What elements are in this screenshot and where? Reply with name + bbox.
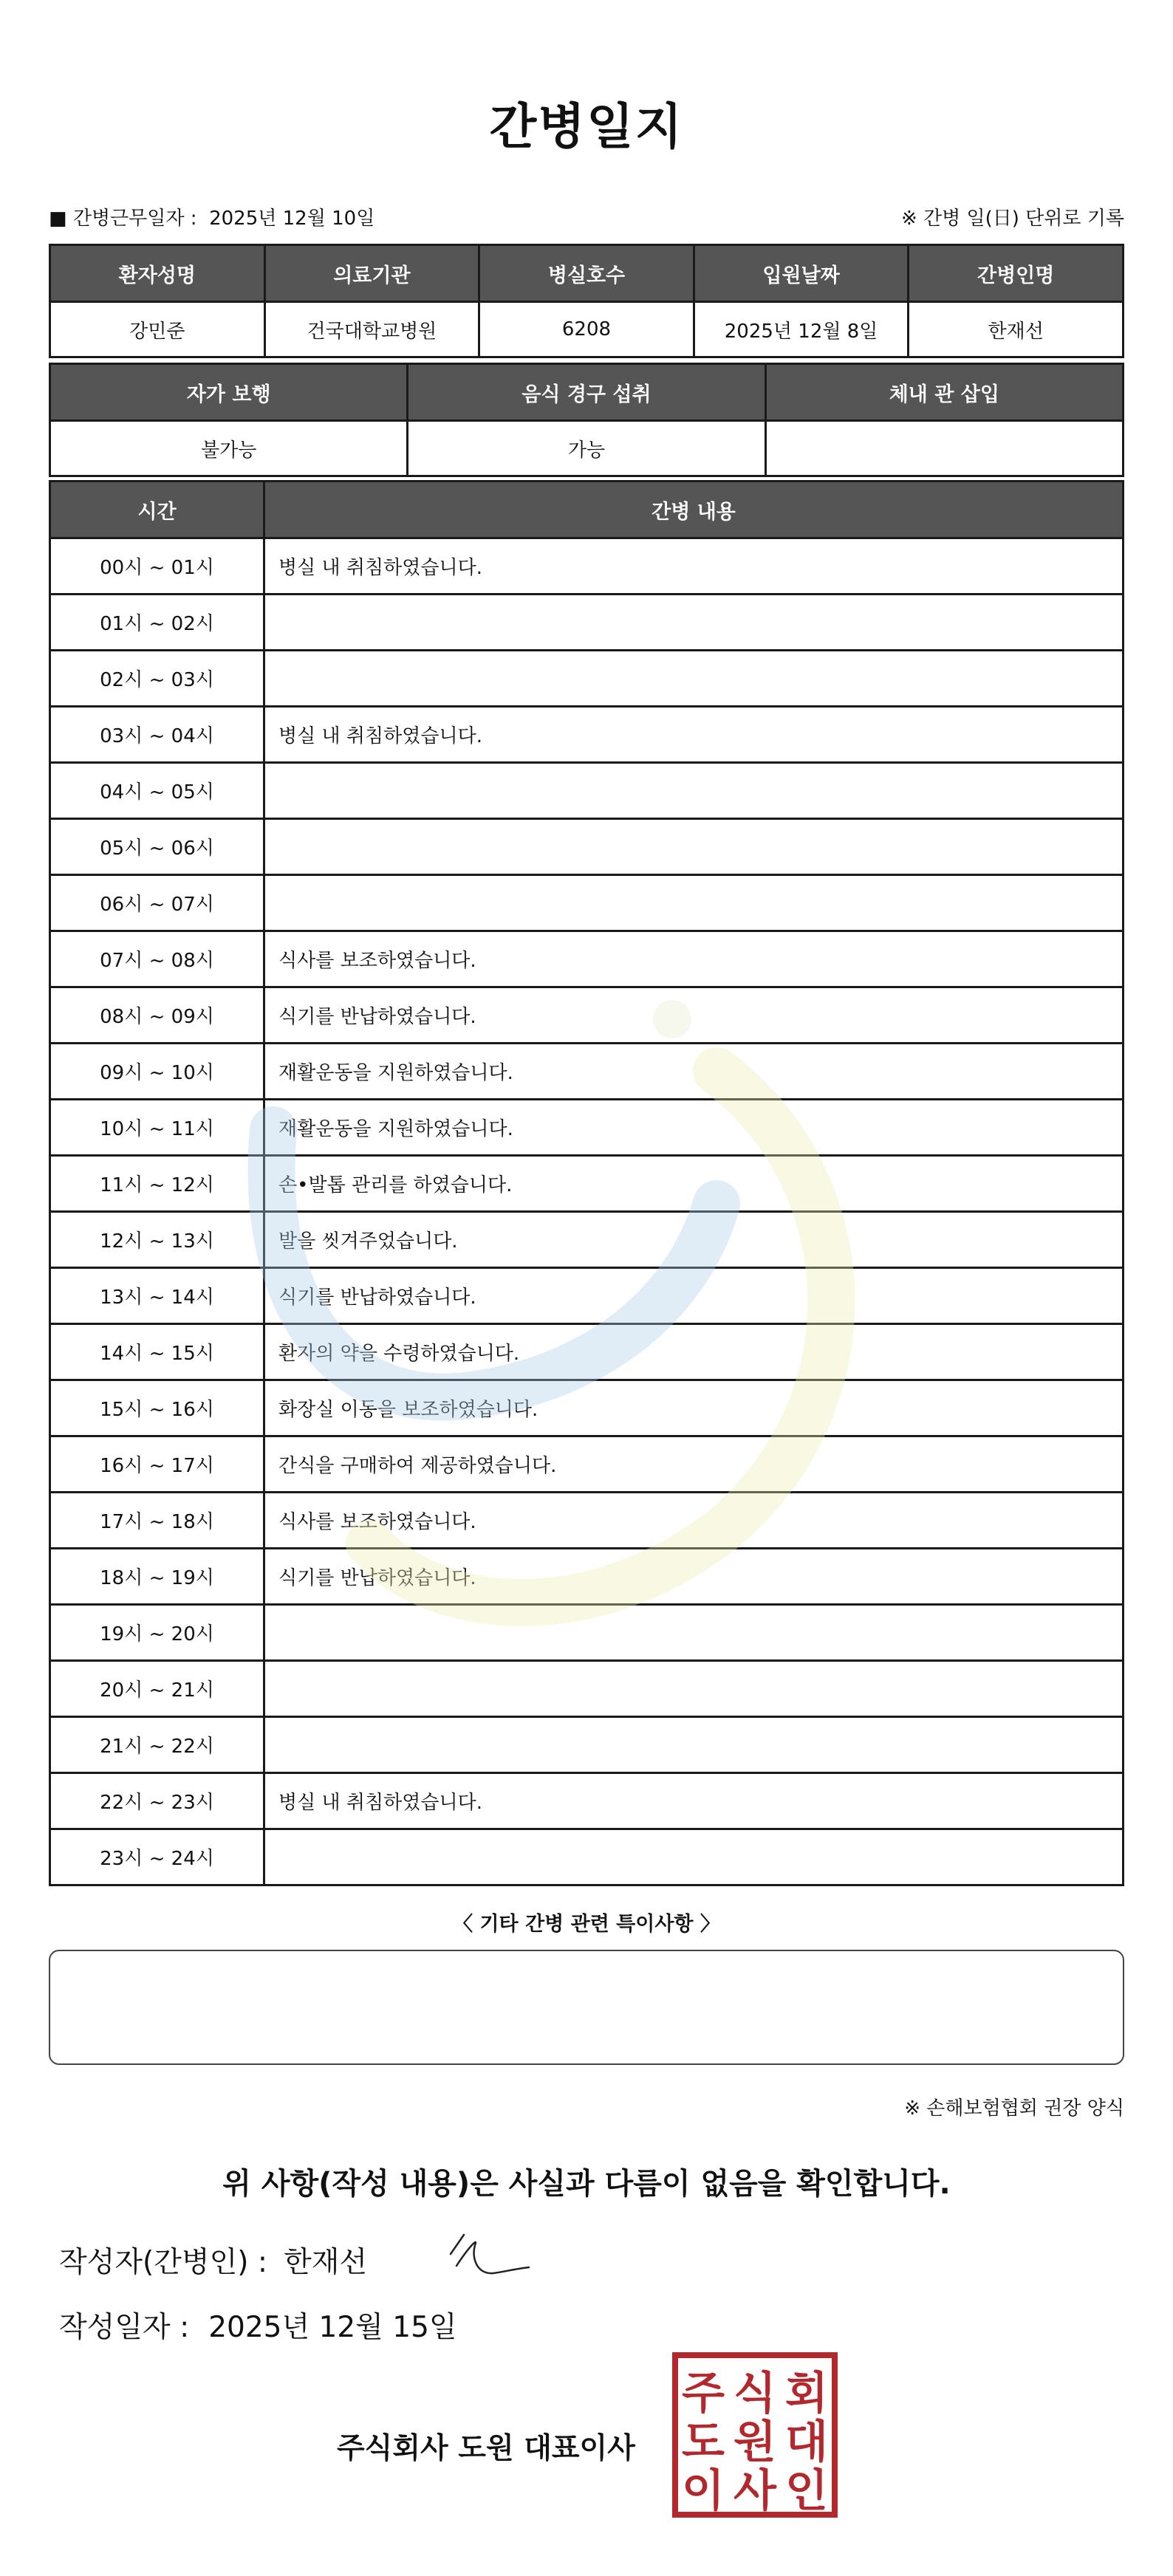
work-date-label: ■ 간병근무일자 : (49, 208, 197, 230)
care-content (264, 1717, 1124, 1773)
table-row (50, 707, 1124, 763)
care-content: 손•발톱 관리를 하였습니다. (264, 1156, 1124, 1212)
time-slot: 18시 ~ 19시 (50, 1549, 264, 1605)
care-content: 식사를 보조하였습니다. (264, 931, 1124, 987)
svg-text:사: 사 (733, 2465, 776, 2517)
header-admission-date: 입원날짜 (694, 245, 909, 302)
time-slot: 16시 ~ 17시 (50, 1436, 264, 1493)
svg-text:식: 식 (733, 2368, 776, 2419)
hospital: 건국대학교병원 (264, 302, 479, 357)
time-slot: 22시 ~ 23시 (50, 1773, 264, 1829)
care-content: 식기를 반납하였습니다. (264, 1549, 1124, 1605)
table-row (50, 1605, 1124, 1661)
time-slot: 09시 ~ 10시 (50, 1044, 264, 1100)
table-row (50, 763, 1124, 819)
header-caregiver: 간병인명 (909, 245, 1124, 302)
tube-insertion (765, 421, 1123, 476)
time-slot: 21시 ~ 22시 (50, 1717, 264, 1773)
header-hospital: 의료기관 (264, 245, 479, 302)
table-row (50, 1493, 1124, 1549)
confirmation-statement: 위 사항(작성 내용)은 사실과 다름이 없음을 확인합니다. (222, 2167, 951, 2201)
time-slot: 11시 ~ 12시 (50, 1156, 264, 1212)
care-content (264, 595, 1124, 651)
care-content (264, 1661, 1124, 1717)
table-row (50, 987, 1124, 1044)
care-content: 식사를 보조하였습니다. (264, 1493, 1124, 1549)
table-row (50, 1717, 1124, 1773)
time-slot: 00시 ~ 01시 (50, 538, 264, 595)
svg-text:회: 회 (785, 2368, 828, 2419)
table-row (50, 1156, 1124, 1212)
header-self-walking: 자가 보행 (50, 364, 408, 421)
care-content: 식기를 반납하였습니다. (264, 987, 1124, 1044)
header-tube-insertion: 체내 관 삽입 (765, 364, 1123, 421)
care-content (264, 1829, 1124, 1885)
time-slot: 07시 ~ 08시 (50, 931, 264, 987)
care-content (264, 875, 1124, 931)
time-slot: 05시 ~ 06시 (50, 819, 264, 875)
time-slot: 03시 ~ 04시 (50, 707, 264, 763)
care-content: 병실 내 취침하였습니다. (264, 1773, 1124, 1829)
time-slot: 15시 ~ 16시 (50, 1380, 264, 1436)
work-date-row (49, 203, 1124, 230)
writer-label: 작성자(간병인) : (59, 2246, 268, 2279)
table-row (50, 1661, 1124, 1717)
admission-date: 2025년 12월 8일 (694, 302, 909, 357)
care-content (264, 651, 1124, 707)
table-row (50, 1773, 1124, 1829)
patient-info-table (49, 244, 1124, 358)
time-slot: 10시 ~ 11시 (50, 1100, 264, 1156)
room-number: 6208 (479, 302, 694, 357)
time-slot: 17시 ~ 18시 (50, 1493, 264, 1549)
header-oral-intake: 음식 경구 섭취 (408, 364, 765, 421)
svg-text:인: 인 (785, 2465, 828, 2517)
document-title: 간병일지 (489, 98, 684, 155)
time-slot: 20시 ~ 21시 (50, 1661, 264, 1717)
table-row (50, 1268, 1124, 1324)
time-slot: 12시 ~ 13시 (50, 1212, 264, 1268)
table-row (50, 1549, 1124, 1605)
care-log-rows (50, 538, 1124, 1885)
svg-text:주: 주 (682, 2368, 725, 2419)
recommended-form-note: ※ 손해보험협회 권장 양식 (904, 2097, 1124, 2120)
care-content: 병실 내 취침하였습니다. (264, 707, 1124, 763)
svg-text:도: 도 (682, 2416, 725, 2468)
svg-text:이: 이 (682, 2465, 725, 2517)
table-row (50, 1212, 1124, 1268)
care-content: 병실 내 취침하였습니다. (264, 538, 1124, 595)
care-content: 재활운동을 지원하였습니다. (264, 1044, 1124, 1100)
table-row (50, 875, 1124, 931)
company-seal (672, 2352, 838, 2518)
table-row (50, 595, 1124, 651)
header-patient-name: 환자성명 (50, 245, 265, 302)
writer-line (59, 2239, 367, 2281)
time-slot: 14시 ~ 15시 (50, 1324, 264, 1380)
table-row (50, 1100, 1124, 1156)
time-slot: 02시 ~ 03시 (50, 651, 264, 707)
writer-name: 한재선 (284, 2246, 368, 2279)
signature (434, 2223, 530, 2282)
work-date (49, 203, 375, 230)
header-room: 병실호수 (479, 245, 694, 302)
time-slot: 04시 ~ 05시 (50, 763, 264, 819)
time-slot: 19시 ~ 20시 (50, 1605, 264, 1661)
care-content (264, 819, 1124, 875)
table-row (50, 651, 1124, 707)
time-slot: 01시 ~ 02시 (50, 595, 264, 651)
notes-title: 〈 기타 간병 관련 특이사항 〉 (453, 1913, 720, 1936)
written-date-label: 작성일자 : (59, 2311, 190, 2344)
care-content: 화장실 이동을 보조하였습니다. (264, 1380, 1124, 1436)
work-date-value: 2025년 12월 10일 (209, 208, 375, 230)
svg-text:대: 대 (785, 2416, 828, 2468)
oral-intake: 가능 (408, 421, 765, 476)
care-content: 환자의 약을 수령하였습니다. (264, 1324, 1124, 1380)
table-row (50, 1324, 1124, 1380)
company-representative: 주식회사 도원 대표이사 (337, 2432, 635, 2465)
written-date-line (59, 2304, 457, 2346)
caregiver-name: 한재선 (909, 302, 1124, 357)
care-content (264, 763, 1124, 819)
time-slot: 13시 ~ 14시 (50, 1268, 264, 1324)
header-time: 시간 (50, 482, 264, 538)
table-row (50, 538, 1124, 595)
table-row (50, 819, 1124, 875)
care-content: 간식을 구매하여 제공하였습니다. (264, 1436, 1124, 1493)
care-content (264, 1605, 1124, 1661)
header-care-content: 간병 내용 (264, 482, 1124, 538)
care-content: 재활운동을 지원하였습니다. (264, 1100, 1124, 1156)
time-slot: 06시 ~ 07시 (50, 875, 264, 931)
notes-box[interactable] (49, 1950, 1124, 2065)
table-row (50, 1436, 1124, 1493)
care-log-table (49, 480, 1124, 1886)
patient-name: 강민준 (50, 302, 265, 357)
table-row (50, 1380, 1124, 1436)
written-date: 2025년 12월 15일 (208, 2311, 457, 2344)
time-slot: 23시 ~ 24시 (50, 1829, 264, 1885)
care-content: 발을 씻겨주었습니다. (264, 1212, 1124, 1268)
table-row (50, 931, 1124, 987)
patient-condition-table (49, 363, 1124, 477)
daily-record-note: ※ 간병 일(日) 단위로 기록 (900, 208, 1124, 230)
table-row (50, 1829, 1124, 1885)
table-row (50, 1044, 1124, 1100)
self-walking: 불가능 (50, 421, 408, 476)
time-slot: 08시 ~ 09시 (50, 987, 264, 1044)
svg-text:원: 원 (733, 2416, 776, 2468)
care-content: 식기를 반납하였습니다. (264, 1268, 1124, 1324)
